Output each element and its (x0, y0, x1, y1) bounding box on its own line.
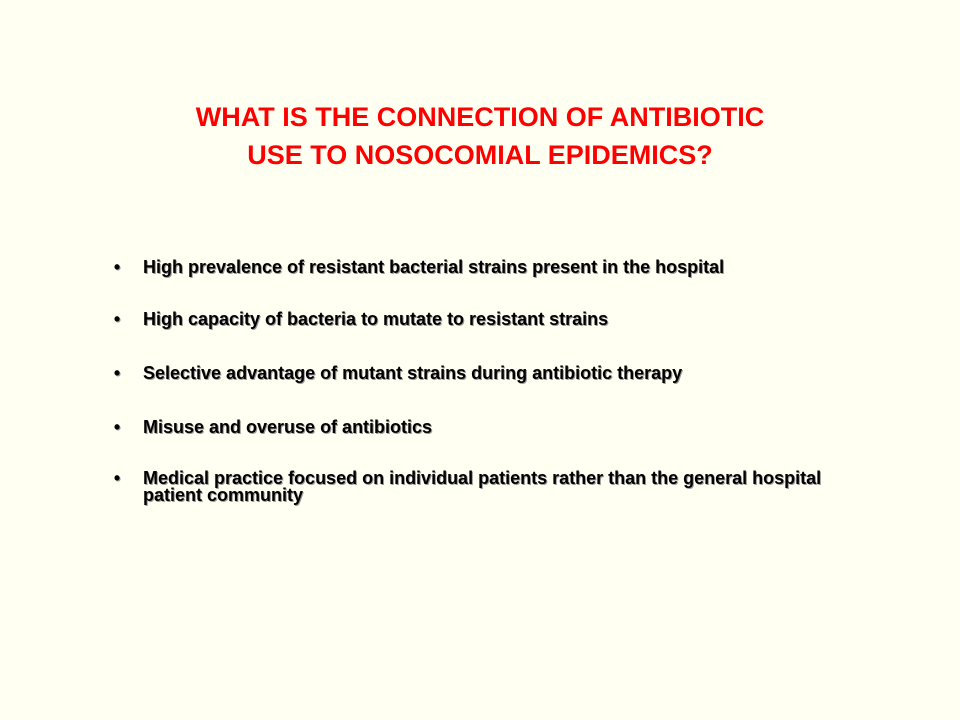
bullet-text: High capacity of bacteria to mutate to resistant strains (143, 309, 609, 329)
bullet-item-selective-advantage (110, 362, 830, 384)
slide-title-line-2: USE TO NOSOCOMIAL EPIDEMICS? (247, 140, 713, 170)
bullet-text: Misuse and overuse of antibiotics (143, 417, 433, 437)
bullet-text: Selective advantage of mutant strains during antibiotic therapy (143, 363, 683, 383)
bullet-item-misuse-overuse (110, 416, 830, 438)
bullet-dot-icon: • (113, 417, 121, 437)
slide-title (80, 98, 880, 174)
bullet-text: High prevalence of resistant bacterial strains present in the hospital (143, 257, 725, 277)
bullet-item-mutation-capacity (110, 308, 830, 330)
bullet-list (110, 254, 830, 504)
bullet-dot-icon: • (113, 257, 121, 277)
bullet-item-medical-practice (110, 470, 830, 504)
bullet-dot-icon: • (113, 468, 121, 488)
bullet-text: Medical practice focused on individual patients rather than the general hospital patient community (143, 468, 822, 505)
bullet-dot-icon: • (113, 363, 121, 383)
bullet-dot-icon: • (113, 309, 121, 329)
slide-title-line-1: WHAT IS THE CONNECTION OF ANTIBIOTIC (195, 102, 765, 132)
bullet-item-resistant-strains (110, 254, 830, 280)
